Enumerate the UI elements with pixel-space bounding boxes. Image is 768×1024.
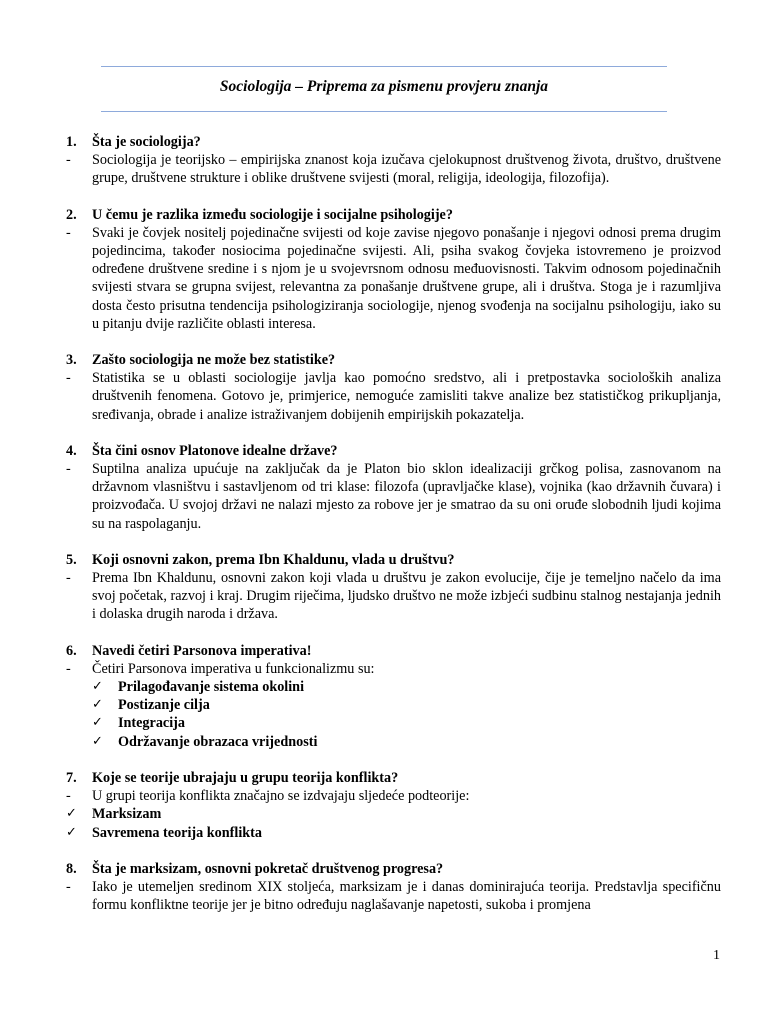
answer-dash: - <box>66 152 71 169</box>
answer-dash: - <box>66 788 71 805</box>
checklist-item <box>66 824 721 842</box>
section-5 <box>66 551 721 624</box>
question-text: Šta je marksizam, osnovni pokretač društvenog progresa? <box>92 860 444 877</box>
question <box>66 133 721 151</box>
check-icon: ✓ <box>66 806 77 822</box>
question <box>66 860 721 878</box>
answer-text: Statistika se u oblasti sociologije javlja kao pomoćno sredstvo, ali i pretpostavka socioloških analiza društvenih fenomena. Gotovo je, primjerice, nemoguće zamisliti takve analize bez statističkog prikupljanja, sređivanja, obrade i analize istraživanjem dobijenih empirijskih pokazatelja. <box>92 370 721 423</box>
question-text: U čemu je razlika između sociologije i socijalne psihologije? <box>92 206 453 223</box>
question-number: 2. <box>66 206 77 223</box>
checklist-item <box>66 696 721 714</box>
question-number: 7. <box>66 769 77 786</box>
checklist-item-text: Marksizam <box>92 806 162 823</box>
checklist-item <box>66 678 721 696</box>
answer-text: Sociologija je teorijsko – empirijska znanost koja izučava cjelokupnost društvenog života, društvo, društvene grupe, društvene strukture i oblike društvene svijesti (moral, religija, ideologija, filozofija). <box>92 152 721 187</box>
answer-dash: - <box>66 461 71 478</box>
page-number: 1 <box>713 948 720 963</box>
section-2 <box>66 206 721 333</box>
check-icon: ✓ <box>92 679 103 695</box>
question-number: 1. <box>66 134 77 150</box>
answer <box>66 460 721 533</box>
title-bottom-rule <box>101 111 667 112</box>
section-7 <box>66 769 721 842</box>
checklist-item-text: Prilagođavanje sistema okolini <box>118 679 305 696</box>
check-icon: ✓ <box>66 824 77 840</box>
answer-text: U grupi teorija konflikta značajno se izdvajaju sljedeće podteorije: <box>92 788 470 805</box>
section-6 <box>66 642 721 751</box>
section-3 <box>66 351 721 424</box>
answer <box>66 878 721 914</box>
section-8 <box>66 860 721 915</box>
checklist-item-text: Održavanje obrazaca vrijednosti <box>118 733 318 750</box>
answer <box>66 224 721 333</box>
check-icon: ✓ <box>92 733 103 749</box>
answer-text: Svaki je čovjek nositelj pojedinačne svijesti od koje zavise njegovo ponašanje i njegovi odnosi prema drugim pojedincima, također nosiocima pojedinačne svijesti. Ali, psiha svakog čovjeka istovremeno je proizvod određene društvene sredine i s njom je u svojevrsnom odnosu međuovisnosti. Takvim odnosom pojedinačnih svijesti stvara se grupna svijest, relevantna za ponašanje društvene grupe, ali i društva. Stoga je i razumljiva dosta često prisutna tendencija psihologiziranja sociologije, njenog svođenja na socijalnu psihologiju, iako su u pitanju dvije različite oblasti interesa. <box>92 224 721 332</box>
question <box>66 551 721 569</box>
question <box>66 351 721 369</box>
answer-dash: - <box>66 878 71 895</box>
question-text: Koje se teorije ubrajaju u grupu teorija konflikta? <box>92 769 399 786</box>
question-text: Koji osnovni zakon, prema Ibn Khaldunu, vlada u društvu? <box>92 551 455 568</box>
title-top-rule <box>101 66 667 67</box>
answer-text: Prema Ibn Khaldunu, osnovni zakon koji vlada u društvu je zakon evolucije, čije je temeljno načelo da ima svoj početak, razvoj i kraj. Drugim riječima, ljudsko društvo ne može izbjeći sudbinu stalnog nestajanja jednih i dolaska drugih naroda i država. <box>92 570 721 623</box>
answer-dash: - <box>66 660 71 677</box>
answer-text: Četiri Parsonova imperativa u funkcionalizmu su: <box>92 660 375 677</box>
section-1 <box>66 133 721 188</box>
question-number: 5. <box>66 551 77 568</box>
answer <box>66 369 721 424</box>
checklist-item-text: Postizanje cilja <box>118 697 210 714</box>
document-title: Sociologija – Priprema za pismenu provjeru znanja <box>219 78 549 95</box>
question-text: Zašto sociologija ne može bez statistike? <box>92 352 336 369</box>
checklist-item-text: Savremena teorija konflikta <box>92 824 262 841</box>
answer <box>66 151 721 187</box>
answer-text: Iako je utemeljen sredinom XIX stoljeća, marksizam je i danas dominirajuća teorija. Predstavlja specifičnu formu konfliktne teorije jer je bitno određuju naglašavanje napetosti, sukoba i promjena <box>92 878 721 914</box>
question-number: 3. <box>66 352 77 369</box>
question <box>66 769 721 787</box>
answer-dash: - <box>66 224 71 241</box>
document-body <box>66 133 721 932</box>
checklist-item <box>66 733 721 751</box>
question-number: 6. <box>66 642 77 659</box>
answer <box>66 569 721 624</box>
check-icon: ✓ <box>92 697 103 713</box>
answer-dash: - <box>66 570 71 587</box>
question <box>66 206 721 224</box>
answer-dash: - <box>66 370 71 387</box>
answer <box>66 660 721 678</box>
section-4 <box>66 442 721 533</box>
question-text: Šta čini osnov Platonove idealne države? <box>92 442 338 459</box>
checklist-item <box>66 805 721 823</box>
question-text: Navedi četiri Parsonova imperativa! <box>92 642 312 659</box>
answer-text: Suptilna analiza upućuje na zaključak da je Platon bio sklon idealizaciji grčkog polisa, zasnovanom na državnom vlasništvu i sastavljenom od tri klase: filozofa (upravljačke klase), vojnika (kao državnih čuvara) i proizvođača. U svojoj državi ne nalazi mjesto za robove jer je smatrao da su oni oruđe slobodnih ljudi kojima su na raspolaganju. <box>92 461 721 532</box>
checklist-item-text: Integracija <box>118 715 185 732</box>
answer <box>66 787 721 805</box>
question-number: 8. <box>66 860 77 877</box>
question-text: Šta je sociologija? <box>92 134 201 150</box>
question-number: 4. <box>66 442 77 459</box>
question <box>66 642 721 660</box>
check-icon: ✓ <box>92 715 103 731</box>
question <box>66 442 721 460</box>
checklist-item <box>66 714 721 732</box>
